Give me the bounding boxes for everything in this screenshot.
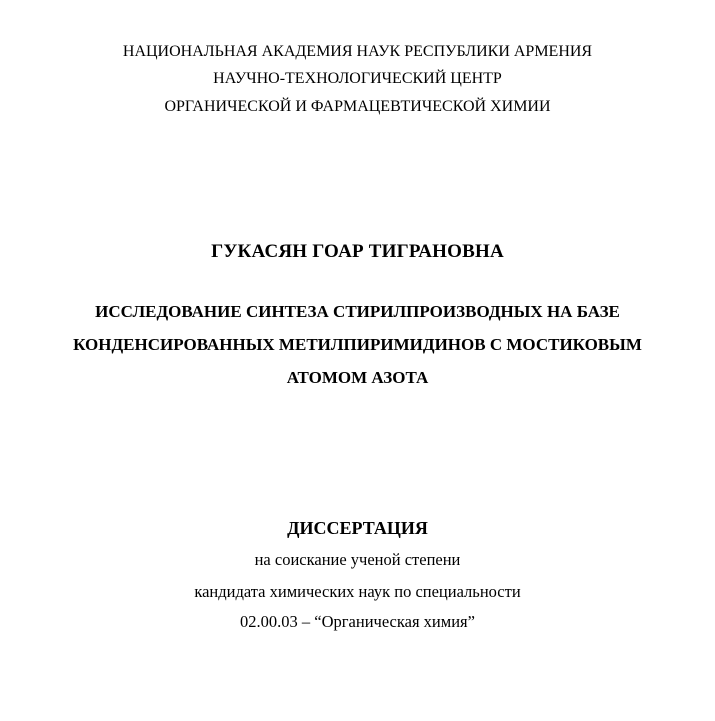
thesis-title-line-1: ИССЛЕДОВАНИЕ СИНТЕЗА СТИРИЛПРОИЗВОДНЫХ НА БАЗЕ [95,302,620,321]
specialty-line: 02.00.03 – “Органическая химия” [240,612,475,631]
degree-line-1: на соискание ученой степени [254,550,461,569]
author-name: ГУКАСЯН ГОАР ТИГРАНОВНА [211,241,504,262]
dissertation-heading: ДИССЕРТАЦИЯ [287,518,428,538]
thesis-title-line-3: АТОМОМ АЗОТА [286,368,429,387]
degree-line-2: кандидата химических наук по специальности [194,582,521,601]
institution-line-2: НАУЧНО-ТЕХНОЛОГИЧЕСКИЙ ЦЕНТР [213,70,502,87]
thesis-title-line-2: КОНДЕНСИРОВАННЫХ МЕТИЛПИРИМИДИНОВ С МОСТИКОВЫМ [73,335,642,354]
institution-line-3: ОРГАНИЧЕСКОЙ И ФАРМАЦЕВТИЧЕСКОЙ ХИМИИ [164,98,551,115]
institution-line-1: НАЦИОНАЛЬНАЯ АКАДЕМИЯ НАУК РЕСПУБЛИКИ АРМЕНИЯ [122,43,593,60]
